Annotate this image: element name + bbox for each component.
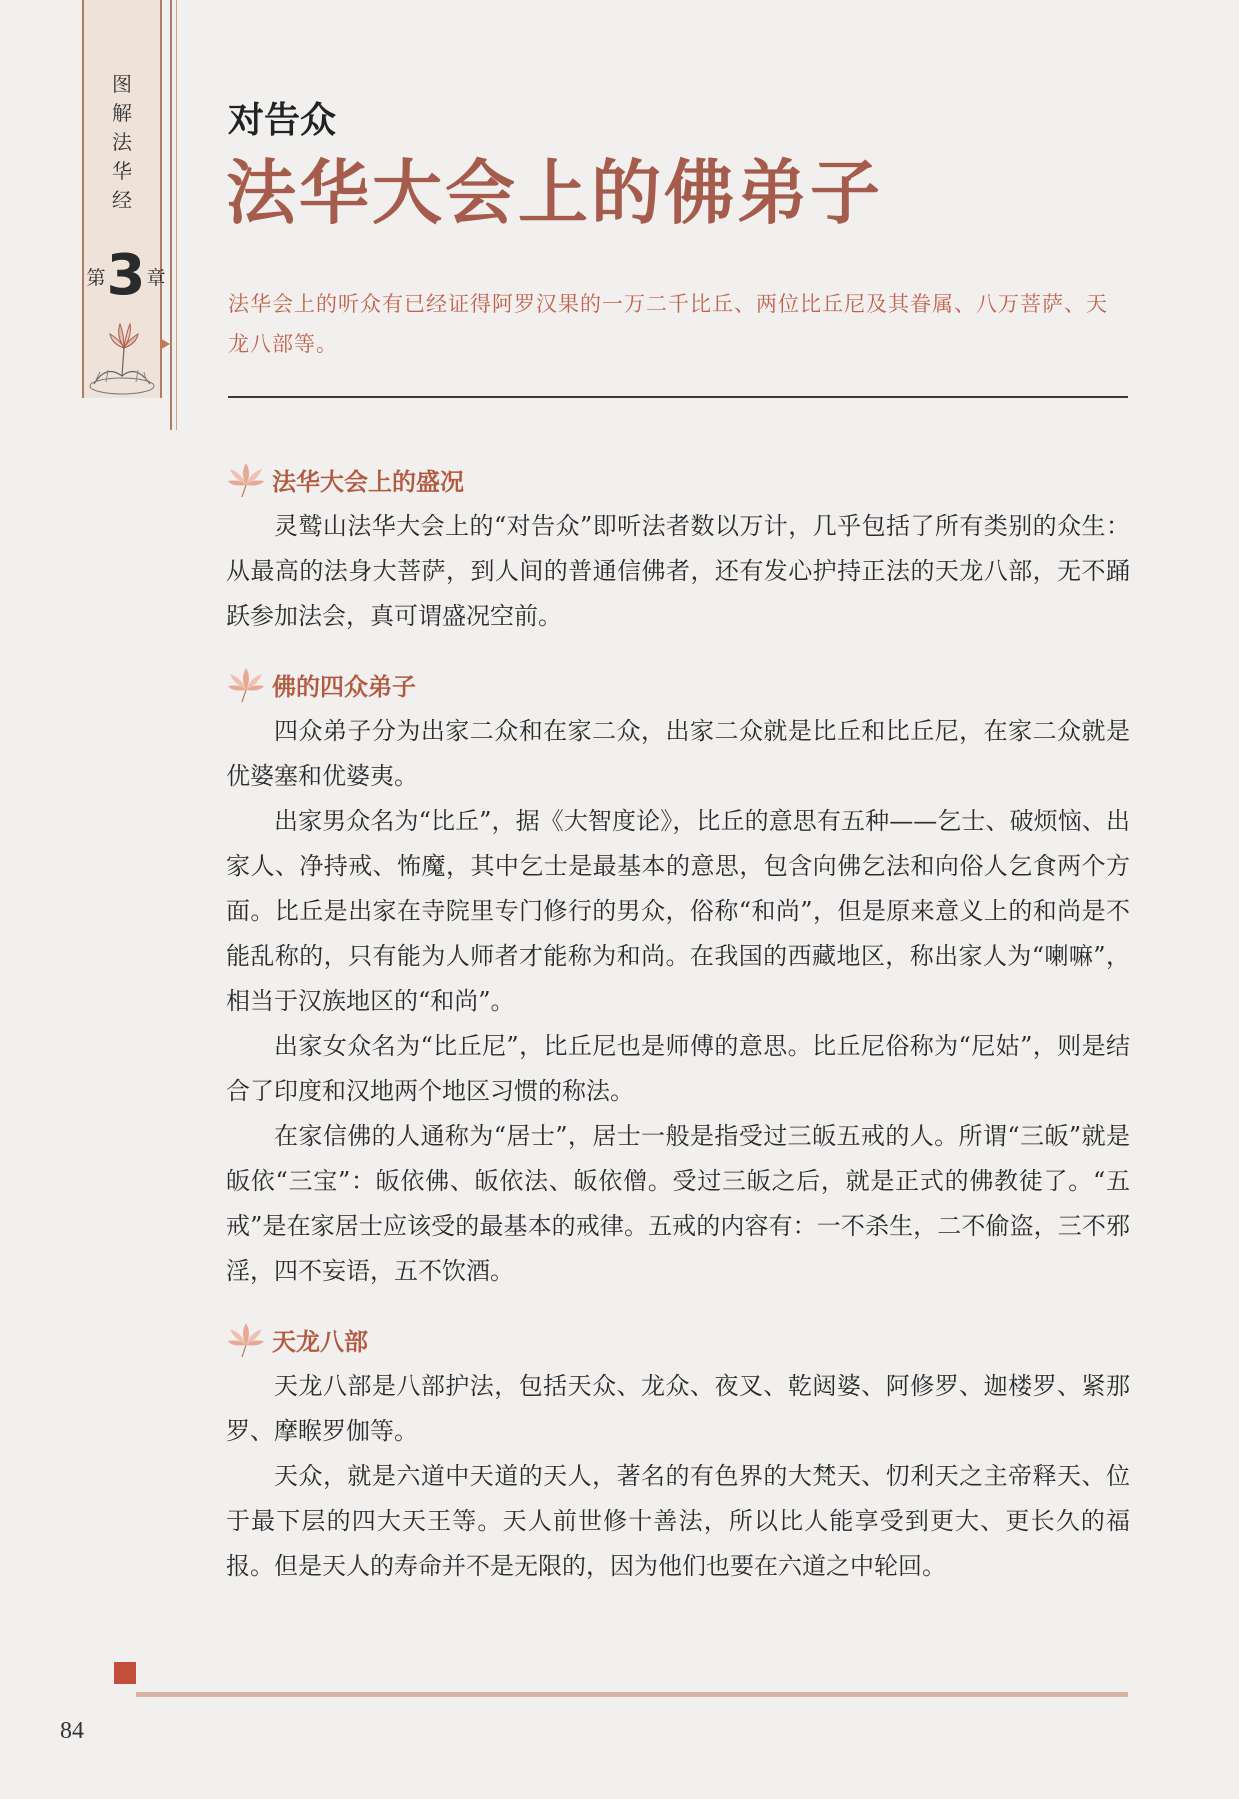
- chapter-number: 3: [106, 243, 146, 308]
- section-heading-text: 法华大会上的盛况: [272, 467, 464, 496]
- paragraph: 出家女众名为“比丘尼”，比丘尼也是师傅的意思。比丘尼俗称为“尼姑”，则是结合了印度和汉地两个地区习惯的称法。: [226, 1032, 1130, 1105]
- chapter-label: [86, 243, 166, 308]
- paragraph: 出家男众名为“比丘”，据《大智度论》，比丘的意思有五种——乞士、破烦恼、出家人、净持戒、怖魔，其中乞士是最基本的意思，包含向佛乞法和向俗人乞食两个方面。比丘是出家在寺院里专门修行的男众，俗称“和尚”，但是原来意义上的和尚是不能乱称的，只有能为人师者才能称为和尚。在我国的西藏地区，称出家人为“喇嘛”，相当于汉族地区的“和尚”。: [226, 807, 1130, 1015]
- paragraph: 天龙八部是八部护法，包括天众、龙众、夜叉、乾闼婆、阿修罗、迦楼罗、紧那罗、摩睺罗伽等。: [226, 1372, 1130, 1445]
- book-title-char: 法: [112, 130, 132, 154]
- header-divider: [228, 396, 1128, 398]
- paragraph: 在家信佛的人通称为“居士”，居士一般是指受过三皈五戒的人。所谓“三皈”就是皈依“三宝”：皈依佛、皈依法、皈依僧。受过三皈之后，就是正式的佛教徒了。“五戒”是在家居士应该受的最基本的戒律。五戒的内容有：一不杀生，二不偷盗，三不邪淫，四不妄语，五不饮酒。: [226, 1122, 1130, 1285]
- lotus-bullet-icon: [226, 459, 266, 499]
- section-heading-text: 天龙八部: [272, 1327, 368, 1356]
- lotus-illustration-icon: [86, 314, 158, 398]
- lotus-bullet-icon: [226, 1319, 266, 1359]
- footer-rule: [136, 1692, 1128, 1697]
- paragraph: 天众，就是六道中天道的天人，著名的有色界的大梵天、忉利天之主帝释天、位于最下层的四大天王等。天人前世修十善法，所以比人能享受到更大、更长久的福报。但是天人的寿命并不是无限的，因为他们也要在六道之中轮回。: [226, 1462, 1130, 1580]
- page-title: 法华大会上的佛弟子: [226, 152, 883, 234]
- section-kicker: 对告众: [228, 100, 337, 141]
- paragraph: 灵鹫山法华大会上的“对告众”即听法者数以万计，几乎包括了所有类别的众生：从最高的法身大菩萨，到人间的普通信佛者，还有发心护持正法的天龙八部，无不踊跃参加法会，真可谓盛况空前。: [226, 512, 1130, 630]
- intro-summary: 法华会上的听众有已经证得阿罗汉果的一万二千比丘、两位比丘尼及其眷属、八万菩萨、天龙八部等。: [228, 292, 1108, 356]
- paragraph: 四众弟子分为出家二众和在家二众，出家二众就是比丘和比丘尼，在家二众就是优婆塞和优婆夷。: [226, 717, 1130, 790]
- section-heading: [226, 458, 1130, 500]
- section-heading: [226, 663, 1130, 705]
- book-title-char: 图: [112, 72, 132, 96]
- section-heading-text: 佛的四众弟子: [272, 672, 416, 701]
- article-body: [226, 452, 1130, 1589]
- chapter-prefix: 第: [86, 266, 106, 289]
- footer-square-marker: [114, 1662, 136, 1684]
- page-number: 84: [60, 1718, 84, 1744]
- book-title-char: 解: [112, 101, 132, 125]
- section-heading: [226, 1318, 1130, 1360]
- lotus-bullet-icon: [226, 664, 266, 704]
- book-title-char: 华: [112, 159, 132, 183]
- book-title-vertical: [110, 70, 134, 215]
- side-rail-inner: [176, 0, 177, 430]
- side-arrow-marker: [160, 338, 170, 350]
- chapter-suffix: 章: [146, 266, 166, 289]
- book-title-char: 经: [112, 188, 132, 212]
- side-rail: [170, 0, 172, 430]
